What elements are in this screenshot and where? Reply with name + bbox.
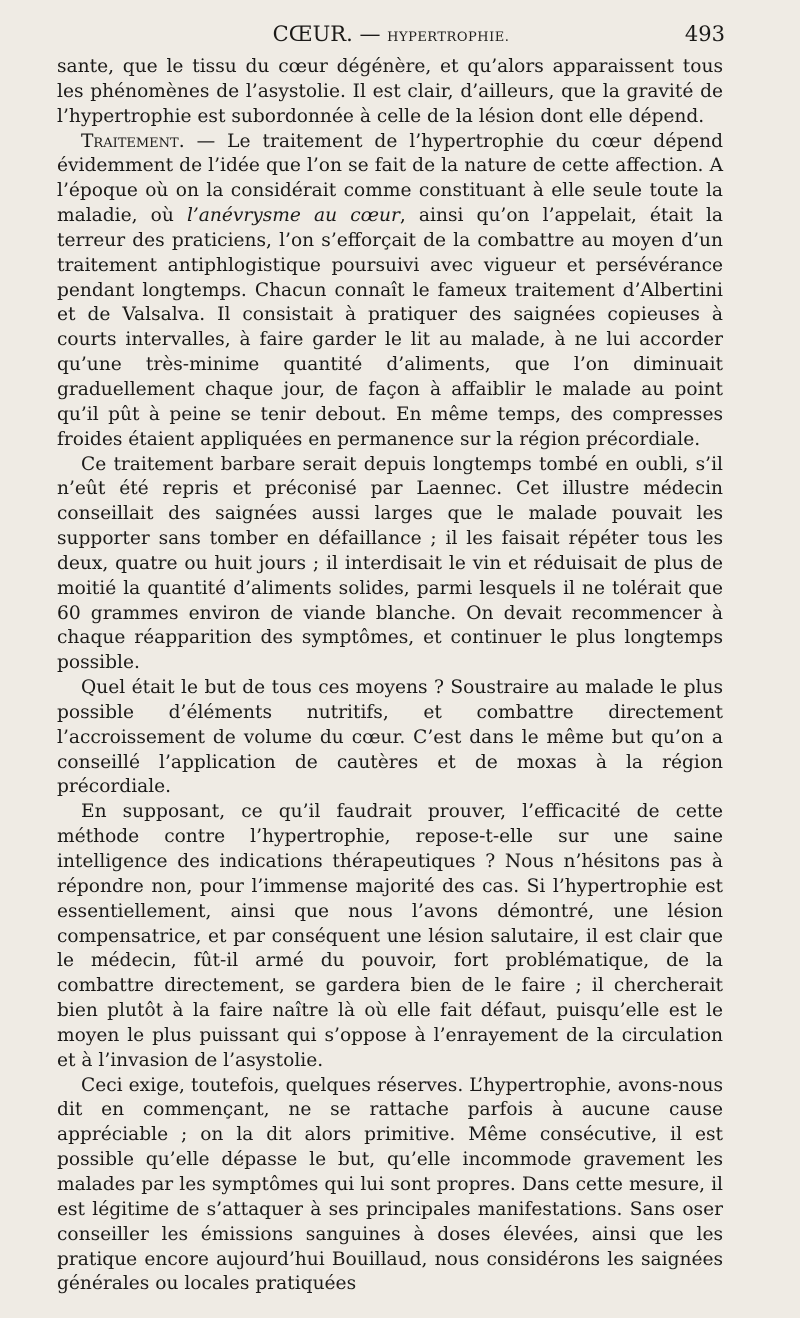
- section-lead-traitement: Traitement.: [81, 130, 185, 152]
- page-number: 493: [684, 22, 725, 46]
- page-text: [57, 55, 723, 1297]
- paragraph-2-italic: l’anévrysme au cœur: [186, 205, 400, 227]
- paragraph-6: Ceci exige, toutefois, quelques réserves. L’hypertrophie, avons-nous dit en commençant, ne se rattache parfois à aucune cause appréciable ; on la dit alors primitive. Même consécutive, il est possible qu’elle dépasse le but, qu’elle incommode gravement les malades par les symptômes qui lui sont propres. Dans cette mesure, il est légitime de s’attaquer à ses principales manifestations. Sans oser conseiller les émissions sanguines à doses élevées, ainsi que les pratique encore aujourd’hui Bouillaud, nous considérons les saignées générales ou locales pratiquées: [57, 1074, 723, 1295]
- paragraph-4: Quel était le but de tous ces moyens ? Soustraire au malade le plus possible d’éléments nutritifs, et combattre directement l’accroissement de volume du cœur. C’est dans le même but qu’on a conseillé l’application de cautères et de moxas à la région précordiale.: [57, 677, 723, 798]
- running-title-dash: —: [359, 22, 381, 46]
- paragraph-2: [57, 130, 723, 453]
- paragraph-5: En supposant, ce qu’il faudrait prouver, l’efficacité de cette méthode contre l’hypertrophie, repose-t-elle sur une saine intelligence des indications thérapeutiques ? Nous n’hésitons pas à répondre non, pour l’immense majorité des cas. Si l’hypertrophie est essentiellement, ainsi que nous l’avons démontré, une lésion compensatrice, et par conséquent une lésion salutaire, il est clair que le médecin, fût-il armé du pouvoir, fort problématique, de la combattre directement, se gardera bien de le faire ; il chercherait bien plutôt à la faire naître là où elle fait défaut, puisqu’elle est le moyen le plus puissant qui s’oppose à l’enrayement de la circulation et à l’invasion de l’asystolie.: [57, 801, 723, 1071]
- paragraph-1: sante, que le tissu du cœur dégénère, et qu’alors apparaissent tous les phénomènes de l’asystolie. Il est clair, d’ailleurs, que la gravité de l’hypertrophie est subordonnée à celle de la lésion dont elle dépend.: [57, 56, 723, 127]
- paragraph-3: Ce traitement barbare serait depuis longtemps tombé en oubli, s’il n’eût été repris et préconisé par Laennec. Cet illustre médecin conseillait des saignées aussi larges que le malade pouvait les supporter sans tomber en défaillance ; il les faisait répéter tous les deux, quatre ou huit jours ; il interdisait le vin et réduisait de plus de moitié la quantité d’aliments solides, parmi lesquels il ne tolérait que 60 grammes environ de viande blanche. On devait recommencer à chaque réapparition des symptômes, et continuer le plus longtemps possible.: [57, 453, 723, 674]
- running-title-sub: HYPERTROPHIE.: [387, 30, 510, 45]
- running-header: [57, 22, 725, 50]
- running-title-main: CŒUR.: [272, 22, 353, 46]
- running-title: [57, 22, 725, 46]
- paragraph-2-part-a: — Le traitement de l’hypertrophie du cœur dépend évidemment de l’idée que l’on se fait de la nature de cette affection. A l’époque où on la considérait comme constituant à elle seule toute la maladie, où: [57, 130, 723, 227]
- paragraph-2-part-b: , ainsi qu’on l’appelait, était la terreur des praticiens, l’on s’efforçait de la combattre au moyen d’un traitement antiphlogistique poursuivi avec vigueur et persévérance pendant longtemps. Chacun connaît le fameux traitement d’Albertini et de Valsalva. Il consistait à pratiquer des saignées copieuses à courts intervalles, à faire garder le lit au malade, à ne lui accorder qu’une très-minime quantité d’aliments, que l’on diminuait graduellement chaque jour, de façon à affaiblir le malade au point qu’il pût à peine se tenir debout. En même temps, des compresses froides étaient appliquées en permanence sur la région précordiale.: [57, 205, 723, 450]
